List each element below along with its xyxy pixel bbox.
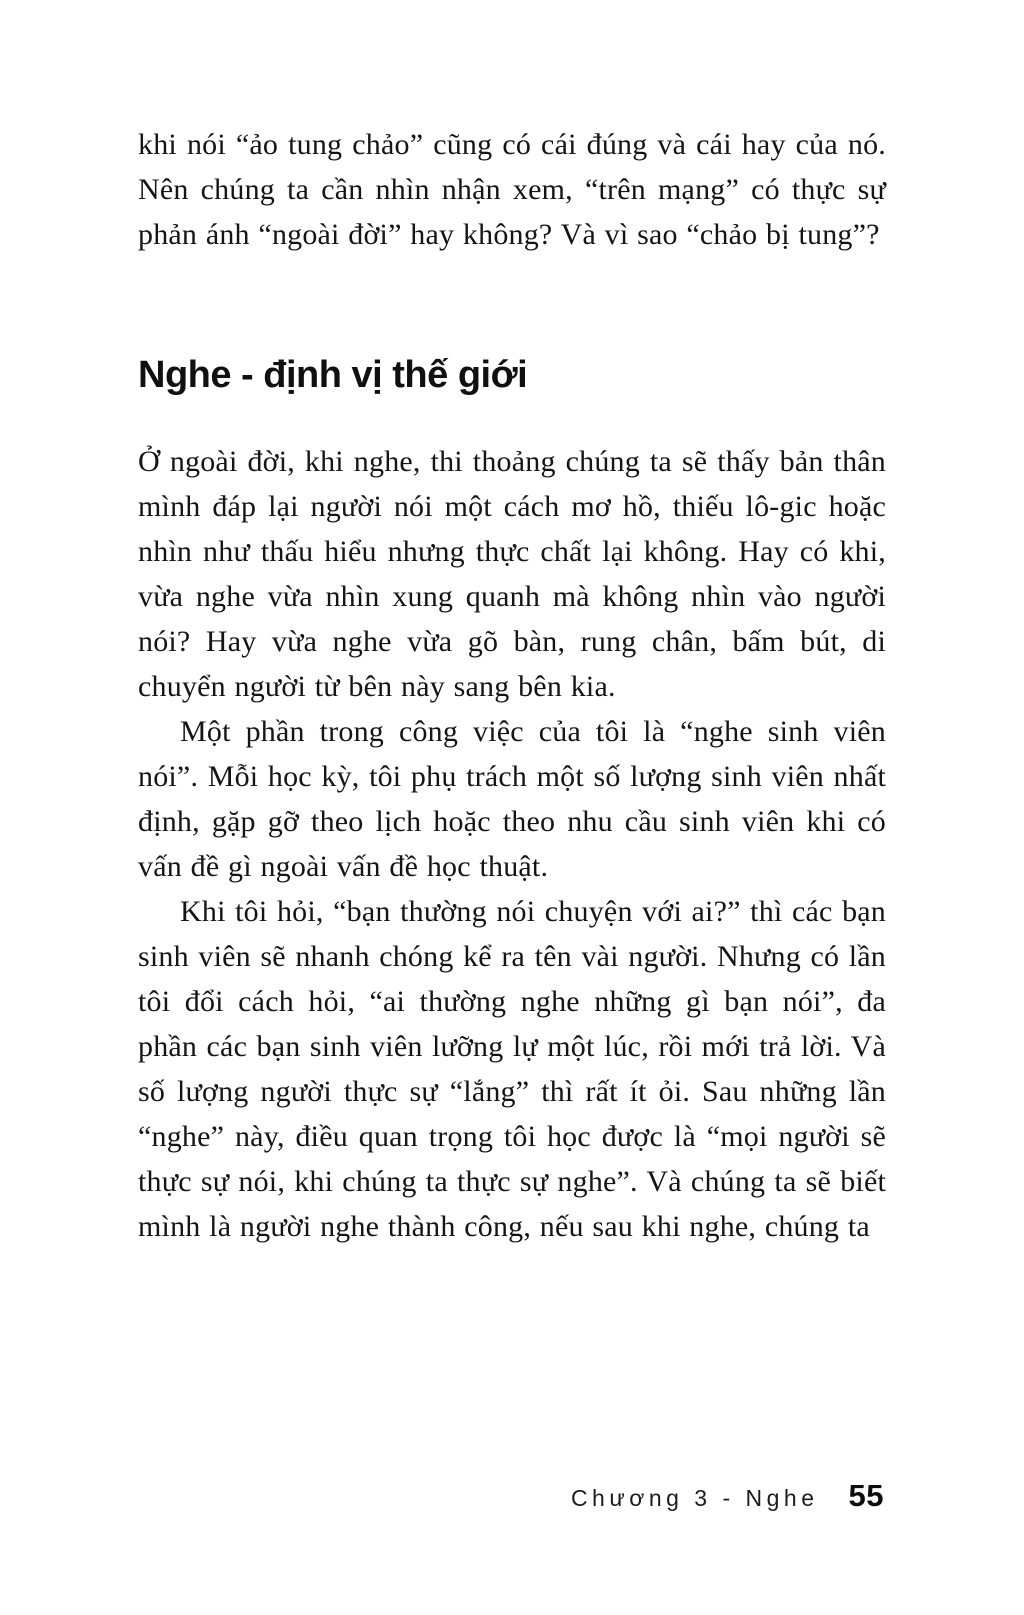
page-footer xyxy=(571,1478,884,1514)
intro-paragraph: khi nói “ảo tung chảo” cũng có cái đúng và cái hay của nó. Nên chúng ta cần nhìn nhận xem, “trên mạng” có thực sự phản ánh “ngoài đời” hay không? Và vì sao “chảo bị tung”? xyxy=(138,128,886,251)
intro-block xyxy=(138,122,886,257)
section-body xyxy=(138,439,886,1249)
footer-chapter-title: Chương 3 - Nghe xyxy=(570,1485,819,1511)
body-paragraph-3: Khi tôi hỏi, “bạn thường nói chuyện với ai?” thì các bạn sinh viên sẽ nhanh chóng kể ra tên vài người. Nhưng có lần tôi đổi cách hỏi, “ai thường nghe những gì bạn nói”, đa phần các bạn sinh viên lưỡng lự một lúc, rồi mới trả lời. Và số lượng người thực sự “lắng” thì rất ít ỏi. Sau những lần “nghe” này, điều quan trọng tôi học được là “mọi người sẽ thực sự nói, khi chúng ta thực sự nghe”. Và chúng ta sẽ biết mình là người nghe thành công, nếu sau khi nghe, chúng ta xyxy=(138,895,886,1243)
body-paragraph-2: Một phần trong công việc của tôi là “nghe sinh viên nói”. Mỗi học kỳ, tôi phụ trách một số lượng sinh viên nhất định, gặp gỡ theo lịch hoặc theo nhu cầu sinh viên khi có vấn đề gì ngoài vấn đề học thuật. xyxy=(138,715,886,883)
section-heading: Nghe - định vị thế giới xyxy=(138,354,528,396)
footer-page-number: 55 xyxy=(848,1478,884,1513)
body-paragraph-1: Ở ngoài đời, khi nghe, thi thoảng chúng ta sẽ thấy bản thân mình đáp lại người nói một cách mơ hồ, thiếu lô-gic hoặc nhìn như thấu hiểu nhưng thực chất lại không. Hay có khi, vừa nghe vừa nhìn xung quanh mà không nhìn vào người nói? Hay vừa nghe vừa gõ bàn, rung chân, bấm bút, di chuyển người từ bên này sang bên kia. xyxy=(138,445,886,703)
